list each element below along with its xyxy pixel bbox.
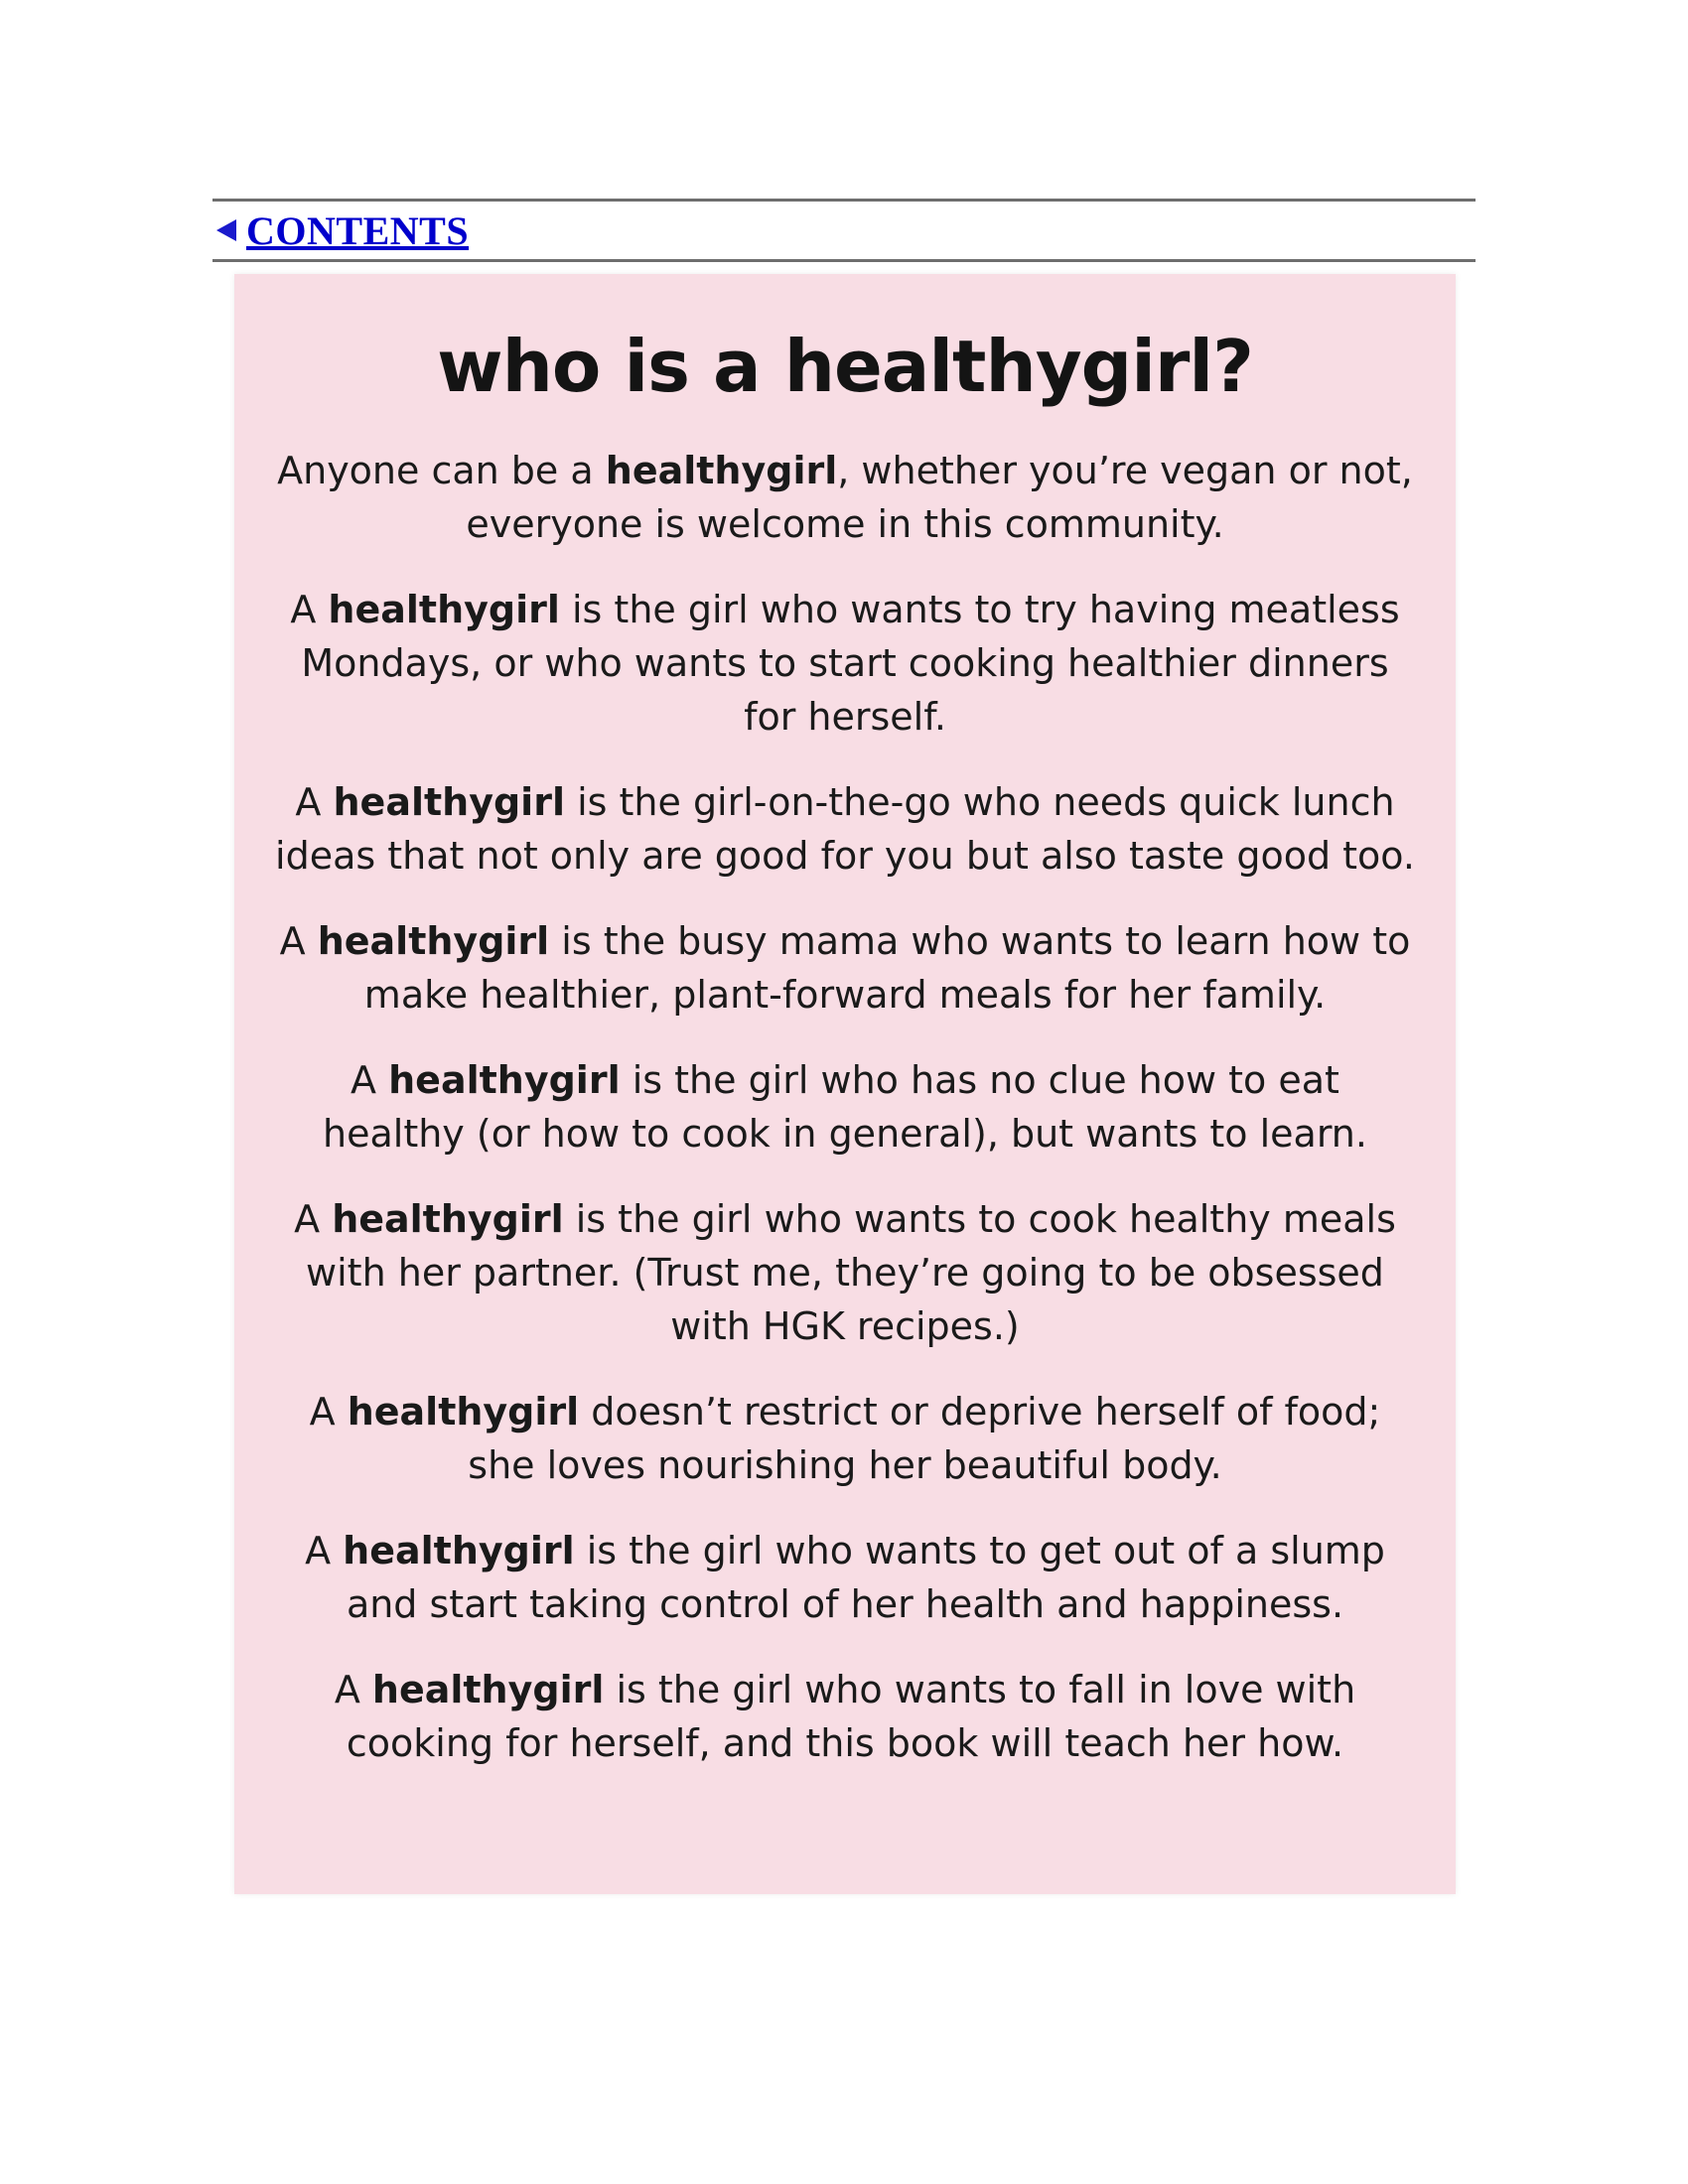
paragraph-text: A <box>290 588 329 632</box>
paragraph-7 <box>274 1385 1416 1492</box>
paragraph-text: A <box>295 780 334 825</box>
paragraph-text: , whether you’re vegan or not, everyone is welcome in this community. <box>466 449 1413 547</box>
paragraph-bold-term: healthygirl <box>347 1390 580 1434</box>
paragraph-bold-term: healthygirl <box>317 919 550 964</box>
content-panel <box>234 274 1456 1894</box>
contents-nav-bar <box>212 199 1476 262</box>
paragraph-text: A <box>294 1197 333 1242</box>
paragraph-5 <box>274 1053 1416 1160</box>
paragraph-text: is the girl who wants to try having meatless Mondays, or who wants to start cooking healthier dinners for herself. <box>301 588 1400 740</box>
paragraph-bold-term: healthygirl <box>605 449 838 493</box>
paragraph-text: A <box>334 1668 372 1712</box>
paragraph-9 <box>274 1663 1416 1770</box>
paragraph-text: is the girl who has no clue how to eat healthy (or how to cook in general), but wants to learn. <box>323 1058 1367 1157</box>
paragraph-8 <box>274 1524 1416 1631</box>
contents-link[interactable]: CONTENTS <box>246 207 470 253</box>
paragraph-4 <box>274 914 1416 1022</box>
paragraph-text: is the girl who wants to fall in love with cooking for herself, and this book will teach her how. <box>346 1668 1356 1766</box>
paragraph-text: is the busy mama who wants to learn how to make healthier, plant-forward meals for her family. <box>363 919 1411 1018</box>
paragraph-bold-term: healthygirl <box>388 1058 621 1103</box>
paragraph-text: doesn’t restrict or deprive herself of food; she loves nourishing her beautiful body. <box>468 1390 1381 1488</box>
paragraph-bold-term: healthygirl <box>343 1529 575 1573</box>
page-title: who is a healthygirl? <box>437 325 1253 408</box>
paragraph-text: A <box>351 1058 389 1103</box>
paragraph-bold-term: healthygirl <box>333 780 565 825</box>
paragraph-3 <box>274 775 1416 883</box>
paragraph-text: is the girl who wants to cook healthy meals with her partner. (Trust me, they’re going to be obsessed with HGK recipes.) <box>306 1197 1396 1349</box>
paragraph-bold-term: healthygirl <box>328 588 560 632</box>
paragraph-6 <box>274 1192 1416 1353</box>
paragraph-text: A <box>279 919 318 964</box>
left-triangle-icon[interactable] <box>216 219 236 241</box>
paragraph-bold-term: healthygirl <box>371 1668 605 1712</box>
paragraph-text: A <box>309 1390 348 1434</box>
paragraph-text: is the girl-on-the-go who needs quick lunch ideas that not only are good for you but also taste good too. <box>275 780 1415 879</box>
paragraph-bold-term: healthygirl <box>332 1197 564 1242</box>
paragraph-text: is the girl who wants to get out of a slump and start taking control of her health and happiness. <box>346 1529 1385 1627</box>
paragraph-2 <box>274 583 1416 744</box>
paragraph-1 <box>274 444 1416 551</box>
paragraph-text: Anyone can be a <box>277 449 606 493</box>
paragraph-text: A <box>305 1529 344 1573</box>
